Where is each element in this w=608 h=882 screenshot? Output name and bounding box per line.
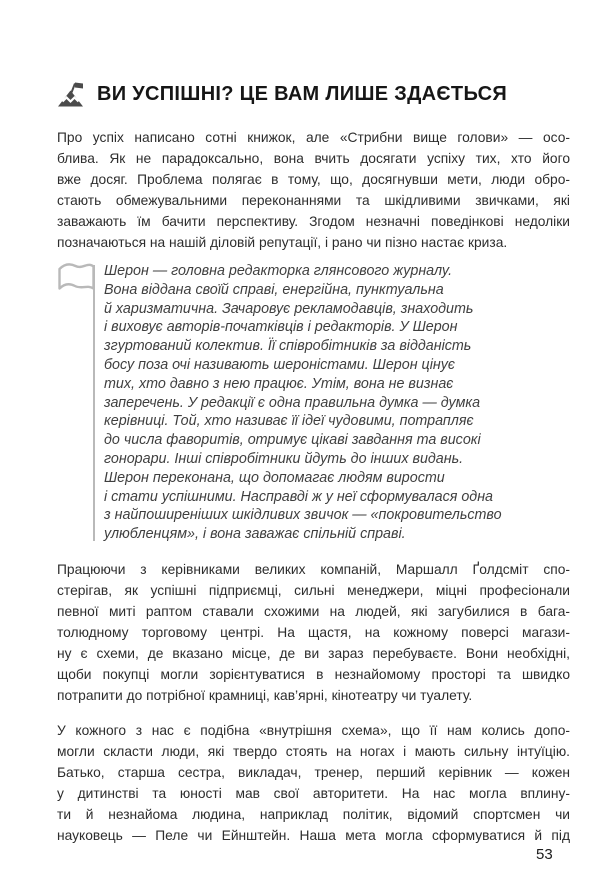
quote-line: до числа фаворитів, отримує цікаві завдання та високі [104,432,481,449]
text-line: потрапити до потрібної крамниці, кав’ярні, кінотеатру чи туалету. [57,687,473,703]
mountain-peak-flag-icon [57,81,84,108]
text-line: щоби покупці могли зорієнтуватися в незнайомому просторі та швидко [57,666,570,682]
quote-line: Шерон переконана, що допомагає людям вирости [104,469,445,486]
chapter-header [57,80,570,108]
quote-line: й харизматична. Зачаровує рекламодавців, знаходить [104,300,474,317]
quote-line: керівниці. Той, хто називає її ідеї чудовими, потрапляє [104,413,474,430]
flag-icon [57,262,96,293]
text-line: у дитинстві та юності мав свої авторитети. На нас могла вплину- [57,785,570,801]
text-line: Про успіх написано сотні книжок, але «Стрибни вище голови» — осо- [57,130,570,145]
text-line: могли скласти люди, які твердо стоять на ногах і мають сильну інтуїцію. [57,743,570,759]
text-line: Працюючи з керівниками великих компаній, Маршалл Ґолдсміт спо- [57,561,570,577]
text-line: стають обмежувальними переконаннями та шкідливими звичками, які [57,193,570,208]
text-line: У кожного з нас є подібна «внутрішня схема», що її нам колись допо- [57,722,570,738]
text-line: вже досяг. Проблема полягає в тому, що, досягнувши мети, люди обро- [57,172,570,187]
quote-line: і стати успішними. Насправді ж у неї сформувалася одна [104,488,494,505]
text-line: стерігав, як успішні підприємці, сильні менеджери, міцні професіонали [57,582,570,598]
page-content [57,80,570,846]
quote-line: і виховує авторів-початківців і редакторів. У Шерон [104,319,458,336]
quote-line: заперечень. У редакції є одна правильна думка — думка [104,394,481,411]
chapter-title: ВИ УСПІШНІ? ЦЕ ВАМ ЛИШЕ ЗДАЄТЬСЯ [97,82,508,105]
body-paragraph-inner-map [57,720,570,846]
text-line: блива. Як не парадоксально, вона вчить досягати успіху тих, хто його [57,151,570,166]
page-number: 53 [536,846,553,863]
quote-line: Вона віддана своїй справі, енергійна, пунктуальна [104,281,444,298]
quote-line: Шерон — головна редакторка глянсового журналу. [104,263,453,279]
flagpole-line [93,265,95,541]
text-line: заважають їм бачити перспективу. Згодом незначні поведінкові недоліки [57,214,570,229]
case-study-quote [57,262,570,544]
text-line: ну є схеми, де вказано місце, де ви зараз перебуваєте. Вони необхідні, [57,645,570,661]
text-line: ти й незнайома людина, наприклад політик, відомий спортсмен чи [57,806,570,822]
quote-line: улюбленцям», і вона заважає спільній справі. [104,526,406,543]
text-line: позначаються на нашій діловій репутації, і рано чи пізно настає криза. [57,235,508,250]
quote-line: гонорари. Інші співробітники йдуть до інших видань. [104,450,464,467]
text-line: науковець — Пеле чи Ейнштейн. Наша мета могла сформуватися й під [57,827,570,843]
text-line: толюдному торговому центрі. На щастя, на кожному поверсі магази- [57,624,570,640]
quote-line: тих, хто давно з нею працює. Утім, вона не визнає [104,375,454,392]
body-paragraph-goldsmith [57,559,570,706]
quote-line: згуртований колектив. Її співробітників за відданість [104,338,472,355]
text-line: Батько, старша сестра, викладач, тренер, перший керівник — кожен [57,764,570,780]
text-line: певної миті раптом ставали схожими на людей, які загубилися в бага- [57,603,570,619]
quote-line: з найпоширеніших шкідливих звичок — «покровительство [104,507,502,524]
quote-text [104,262,570,544]
quote-line: босу поза очі називають шероністами. Шерон цінує [104,356,455,373]
intro-paragraph [57,127,570,253]
